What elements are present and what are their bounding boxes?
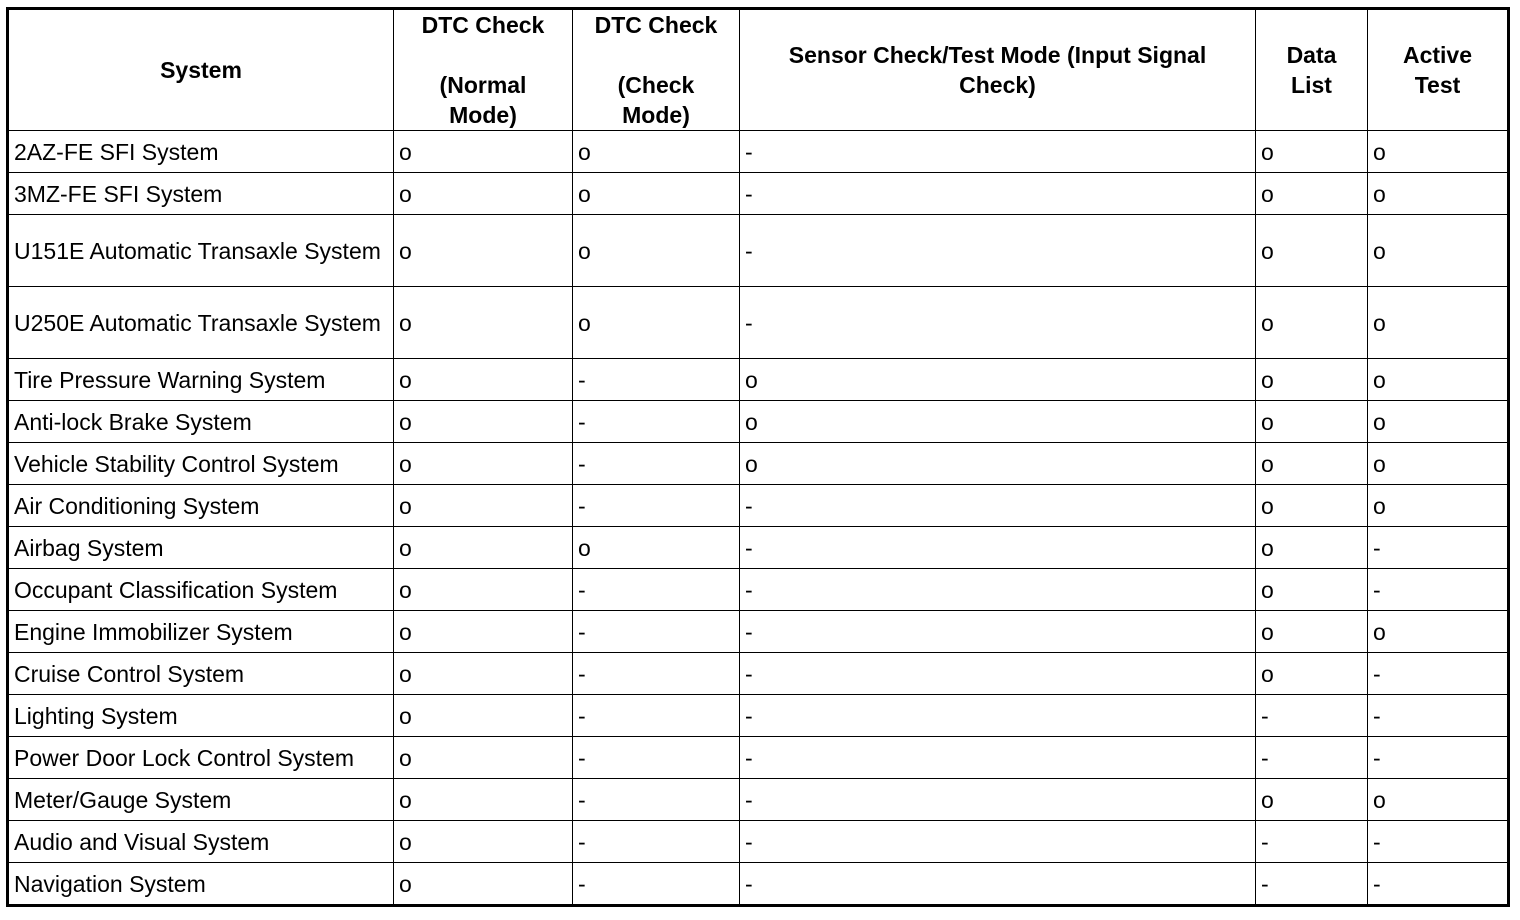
sensor-check-cell: o: [740, 443, 1256, 485]
system-cell: Vehicle Stability Control System: [8, 443, 394, 485]
active-test-cell: -: [1368, 695, 1509, 737]
system-cell: Audio and Visual System: [8, 821, 394, 863]
system-cell: Engine Immobilizer System: [8, 611, 394, 653]
sensor-check-cell: o: [740, 359, 1256, 401]
dtc-normal-cell: o: [394, 131, 573, 173]
header-row: [8, 9, 1509, 131]
active-test-cell: -: [1368, 527, 1509, 569]
dtc-normal-cell: o: [394, 359, 573, 401]
dtc-normal-cell: o: [394, 779, 573, 821]
sensor-check-cell: -: [740, 131, 1256, 173]
dtc-check-cell: -: [573, 485, 740, 527]
active-test-cell: o: [1368, 485, 1509, 527]
dtc-normal-cell: o: [394, 401, 573, 443]
active-test-cell: o: [1368, 131, 1509, 173]
dtc-check-cell: o: [573, 527, 740, 569]
table-row: [8, 695, 1509, 737]
system-cell: Anti-lock Brake System: [8, 401, 394, 443]
table-row: [8, 359, 1509, 401]
header-data-list: Data List: [1256, 9, 1368, 131]
sensor-check-cell: o: [740, 401, 1256, 443]
sensor-check-cell: -: [740, 215, 1256, 287]
table-row: [8, 401, 1509, 443]
table-row: [8, 443, 1509, 485]
sensor-check-cell: -: [740, 779, 1256, 821]
sensor-check-cell: -: [740, 173, 1256, 215]
sensor-check-cell: -: [740, 485, 1256, 527]
header-dtc-check-check: DTC Check (Check Mode): [573, 9, 740, 131]
dtc-check-cell: -: [573, 653, 740, 695]
dtc-normal-cell: o: [394, 443, 573, 485]
active-test-cell: o: [1368, 215, 1509, 287]
active-test-cell: o: [1368, 779, 1509, 821]
data-list-cell: o: [1256, 131, 1368, 173]
table-row: [8, 287, 1509, 359]
system-cell: Lighting System: [8, 695, 394, 737]
table-row: [8, 779, 1509, 821]
data-list-cell: o: [1256, 569, 1368, 611]
data-list-cell: o: [1256, 401, 1368, 443]
dtc-normal-cell: o: [394, 653, 573, 695]
dtc-normal-cell: o: [394, 695, 573, 737]
dtc-check-cell: -: [573, 695, 740, 737]
data-list-cell: o: [1256, 443, 1368, 485]
active-test-cell: o: [1368, 173, 1509, 215]
data-list-cell: o: [1256, 485, 1368, 527]
system-cell: 2AZ-FE SFI System: [8, 131, 394, 173]
table-row: [8, 485, 1509, 527]
sensor-check-cell: -: [740, 821, 1256, 863]
sensor-check-cell: -: [740, 695, 1256, 737]
system-cell: Occupant Classification System: [8, 569, 394, 611]
dtc-check-cell: -: [573, 821, 740, 863]
dtc-normal-cell: o: [394, 173, 573, 215]
data-list-cell: -: [1256, 821, 1368, 863]
table-row: [8, 215, 1509, 287]
sensor-check-cell: -: [740, 527, 1256, 569]
dtc-check-cell: -: [573, 737, 740, 779]
data-list-cell: o: [1256, 653, 1368, 695]
dtc-check-cell: o: [573, 173, 740, 215]
header-sensor-check: Sensor Check/Test Mode (Input Signal Check): [740, 9, 1256, 131]
system-cell: Tire Pressure Warning System: [8, 359, 394, 401]
data-list-cell: o: [1256, 215, 1368, 287]
sensor-check-cell: -: [740, 653, 1256, 695]
table-row: [8, 569, 1509, 611]
active-test-cell: o: [1368, 611, 1509, 653]
data-list-cell: o: [1256, 287, 1368, 359]
system-cell: Cruise Control System: [8, 653, 394, 695]
system-cell: Airbag System: [8, 527, 394, 569]
dtc-check-cell: -: [573, 569, 740, 611]
dtc-normal-cell: o: [394, 287, 573, 359]
active-test-cell: o: [1368, 443, 1509, 485]
data-list-cell: o: [1256, 611, 1368, 653]
dtc-normal-cell: o: [394, 611, 573, 653]
sensor-check-cell: -: [740, 569, 1256, 611]
sensor-check-cell: -: [740, 863, 1256, 906]
header-dtc-check-normal: DTC Check (Normal Mode): [394, 9, 573, 131]
sensor-check-cell: -: [740, 737, 1256, 779]
table-row: [8, 173, 1509, 215]
dtc-check-cell: -: [573, 611, 740, 653]
dtc-normal-cell: o: [394, 485, 573, 527]
active-test-cell: o: [1368, 401, 1509, 443]
table-row: [8, 737, 1509, 779]
data-list-cell: o: [1256, 173, 1368, 215]
dtc-check-cell: -: [573, 863, 740, 906]
table-row: [8, 821, 1509, 863]
dtc-normal-cell: o: [394, 569, 573, 611]
header-system: System: [8, 9, 394, 131]
table-row: [8, 863, 1509, 906]
dtc-check-cell: -: [573, 359, 740, 401]
system-cell: Meter/Gauge System: [8, 779, 394, 821]
data-list-cell: o: [1256, 779, 1368, 821]
active-test-cell: o: [1368, 287, 1509, 359]
active-test-cell: o: [1368, 359, 1509, 401]
data-list-cell: o: [1256, 359, 1368, 401]
sensor-check-cell: -: [740, 611, 1256, 653]
dtc-normal-cell: o: [394, 821, 573, 863]
table-row: [8, 653, 1509, 695]
system-cell: Power Door Lock Control System: [8, 737, 394, 779]
dtc-normal-cell: o: [394, 215, 573, 287]
header-active-test: Active Test: [1368, 9, 1509, 131]
system-cell: 3MZ-FE SFI System: [8, 173, 394, 215]
system-cell: Air Conditioning System: [8, 485, 394, 527]
dtc-check-cell: o: [573, 131, 740, 173]
dtc-check-cell: -: [573, 401, 740, 443]
active-test-cell: -: [1368, 821, 1509, 863]
data-list-cell: -: [1256, 863, 1368, 906]
sensor-check-cell: -: [740, 287, 1256, 359]
system-cell: Navigation System: [8, 863, 394, 906]
active-test-cell: -: [1368, 653, 1509, 695]
table-row: [8, 611, 1509, 653]
diagnostic-function-table: [6, 7, 1510, 907]
data-list-cell: -: [1256, 695, 1368, 737]
dtc-check-cell: -: [573, 443, 740, 485]
system-cell: U151E Automatic Transaxle System: [8, 215, 394, 287]
active-test-cell: -: [1368, 863, 1509, 906]
dtc-normal-cell: o: [394, 527, 573, 569]
dtc-normal-cell: o: [394, 737, 573, 779]
active-test-cell: -: [1368, 569, 1509, 611]
dtc-check-cell: -: [573, 779, 740, 821]
data-list-cell: -: [1256, 737, 1368, 779]
table-row: [8, 527, 1509, 569]
system-cell: U250E Automatic Transaxle System: [8, 287, 394, 359]
dtc-normal-cell: o: [394, 863, 573, 906]
dtc-check-cell: o: [573, 287, 740, 359]
table-row: [8, 131, 1509, 173]
data-list-cell: o: [1256, 527, 1368, 569]
dtc-check-cell: o: [573, 215, 740, 287]
active-test-cell: -: [1368, 737, 1509, 779]
